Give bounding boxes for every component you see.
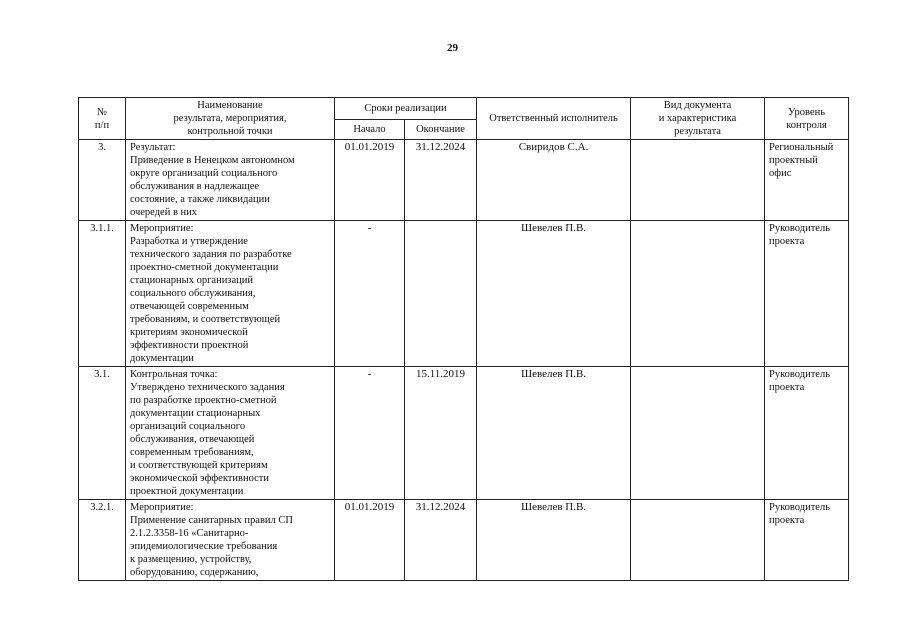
- row-control-line: проектный: [769, 155, 818, 166]
- row-name-line: Мероприятие:: [130, 223, 194, 234]
- row-name-line: Приведение в Ненецком автономном: [130, 155, 295, 166]
- row-executor: Шевелев П.В.: [477, 221, 631, 367]
- header-document-line: результата: [674, 126, 721, 137]
- row-document: [631, 140, 765, 221]
- header-end: Окончание: [405, 120, 477, 140]
- row-executor: Шевелев П.В.: [477, 367, 631, 500]
- header-control-line: Уровень: [788, 106, 825, 118]
- row-end-date: 31.12.2024: [405, 140, 477, 221]
- row-name: [126, 140, 335, 221]
- row-name-line: Разработка и утверждение: [130, 236, 248, 247]
- table-row: [79, 221, 849, 367]
- row-name-line: оборудованию, содержанию,: [130, 567, 259, 578]
- header-document: [631, 98, 765, 140]
- row-name: [126, 500, 335, 581]
- row-end-date: 15.11.2019: [405, 367, 477, 500]
- row-start-date: -: [335, 221, 405, 367]
- row-name-line: 2.1.2.3358-16 «Санитарно-: [130, 528, 249, 539]
- row-control-line: Руководитель: [769, 369, 830, 380]
- row-start-date: -: [335, 367, 405, 500]
- row-control-level: [765, 140, 849, 221]
- row-name-line: Мероприятие:: [130, 502, 194, 513]
- header-name-line: результата, мероприятия,: [173, 113, 287, 124]
- row-name-line: к размещению, устройству,: [130, 554, 252, 565]
- row-document: [631, 367, 765, 500]
- table-row: [79, 500, 849, 581]
- header-control-line: контроля: [786, 119, 827, 131]
- header-number: [79, 98, 126, 140]
- implementation-plan-table: [78, 97, 849, 581]
- row-name-line: Применение санитарных правил СП: [130, 515, 293, 526]
- row-executor: Свиридов С.А.: [477, 140, 631, 221]
- row-name-line: требованиям, и соответствующей: [130, 314, 281, 325]
- table-row: [79, 140, 849, 221]
- header-name-line: Наименование: [197, 100, 263, 111]
- row-control-line: Региональный: [769, 142, 834, 153]
- table-row: [79, 367, 849, 500]
- row-control-line: проекта: [769, 236, 805, 247]
- header-start: Начало: [335, 120, 405, 140]
- row-end-date: 31.12.2024: [405, 500, 477, 581]
- row-name-line: и соответствующей критериям: [130, 460, 268, 471]
- row-number: 3.: [79, 140, 126, 221]
- row-executor: Шевелев П.В.: [477, 500, 631, 581]
- row-name-line: проектно-сметной документации: [130, 262, 279, 273]
- header-number-line: №: [96, 106, 108, 118]
- row-name-line: проектной документации: [130, 486, 244, 497]
- row-name-line: Контрольная точка:: [130, 369, 218, 380]
- row-document: [631, 221, 765, 367]
- row-control-line: проекта: [769, 382, 805, 393]
- page-number: 29: [447, 42, 458, 54]
- row-number: 3.1.1.: [79, 221, 126, 367]
- header-name-line: контрольной точки: [187, 126, 273, 137]
- row-name-line: округе организаций социального: [130, 168, 278, 179]
- row-name-line: обслуживания, отвечающей: [130, 434, 255, 445]
- row-name-line: Результат:: [130, 142, 176, 153]
- header-document-line: и характеристика: [658, 113, 737, 124]
- header-document-line: Вид документа: [663, 100, 732, 111]
- row-name-line: экономической эффективности: [130, 473, 269, 484]
- row-name: [126, 221, 335, 367]
- row-number: 3.1.: [79, 367, 126, 500]
- row-name-line: документации стационарных: [130, 408, 261, 419]
- row-name-line: эффективности проектной: [130, 340, 249, 351]
- row-name-line: эпидемиологические требования: [130, 541, 278, 552]
- row-control-level: [765, 221, 849, 367]
- row-name-line: организаций социального: [130, 421, 246, 432]
- row-name-line: отвечающей современным: [130, 301, 249, 312]
- header-name: [126, 98, 335, 140]
- row-name: [126, 367, 335, 500]
- row-name-line: очередей в них: [130, 207, 198, 218]
- row-control-line: Руководитель: [769, 223, 830, 234]
- row-control-line: офис: [769, 168, 792, 179]
- row-name-line: состояние, а также ликвидации: [130, 194, 270, 205]
- row-end-date: [405, 221, 477, 367]
- row-name-line: по разработке проектно-сметной: [130, 395, 277, 406]
- row-name-line: критериям экономической: [130, 327, 248, 338]
- header-control: [765, 98, 849, 140]
- row-name-line: стационарных организаций: [130, 275, 253, 286]
- row-start-date: 01.01.2019: [335, 140, 405, 221]
- row-name-line: обслуживания в надлежащее: [130, 181, 260, 192]
- row-name-line: социального обслуживания,: [130, 288, 256, 299]
- row-control-level: [765, 367, 849, 500]
- row-name-line: документации: [130, 353, 194, 364]
- row-control-level: [765, 500, 849, 581]
- row-name-line: современным требованиям,: [130, 447, 254, 458]
- row-document: [631, 500, 765, 581]
- header-terms: Сроки реализации: [335, 98, 477, 120]
- row-name-line: технического задания по разработке: [130, 249, 292, 260]
- row-number: 3.2.1.: [79, 500, 126, 581]
- header-number-line: п/п: [94, 119, 110, 131]
- header-executor: Ответственный исполнитель: [477, 98, 631, 140]
- row-start-date: 01.01.2019: [335, 500, 405, 581]
- row-control-line: Руководитель: [769, 502, 830, 513]
- row-control-line: проекта: [769, 515, 805, 526]
- row-name-line: Утверждено технического задания: [130, 382, 285, 393]
